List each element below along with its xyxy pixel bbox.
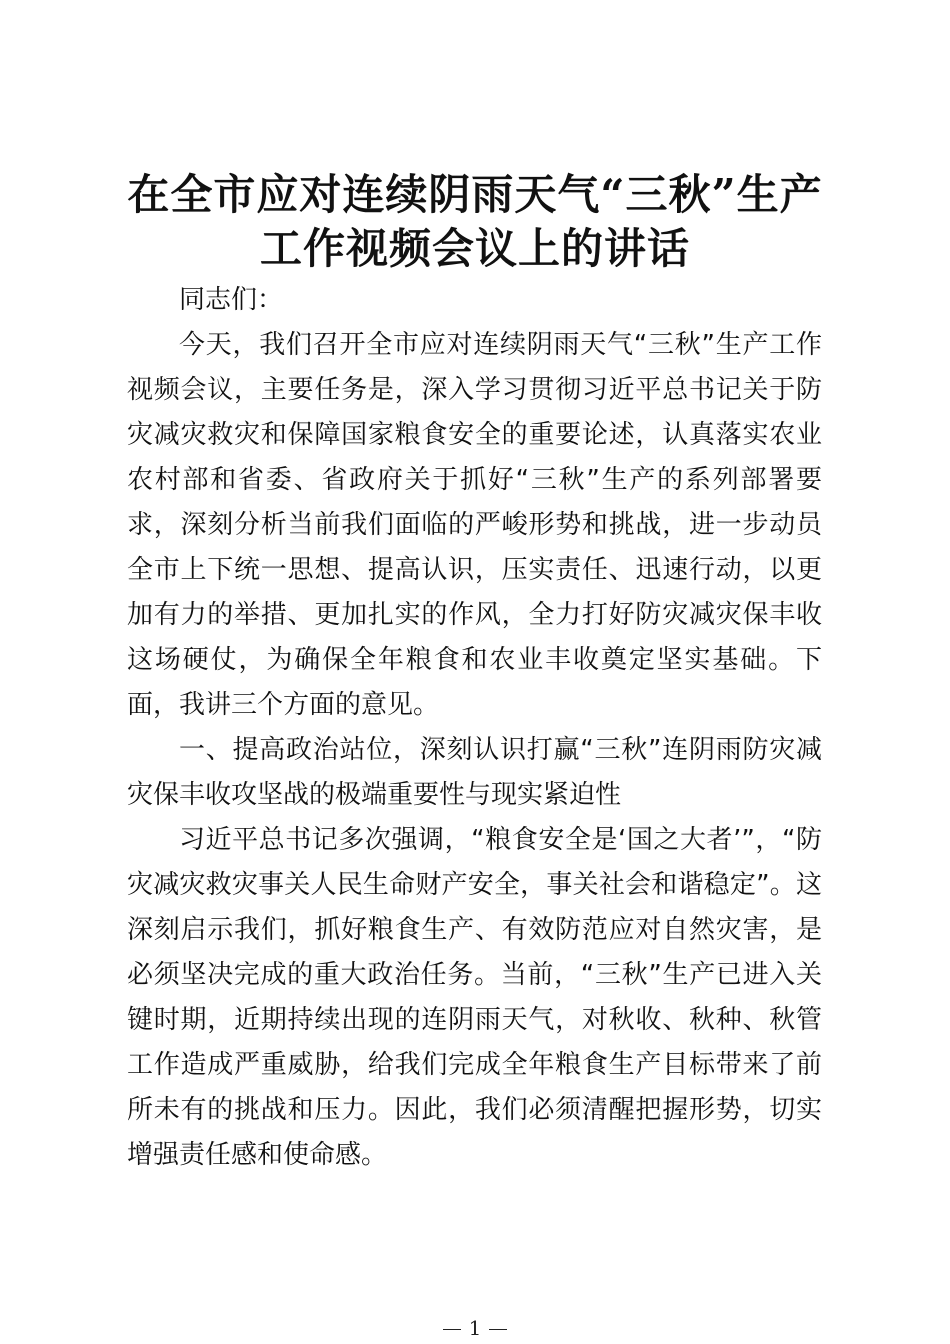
section-heading-1: 一、提高政治站位，深刻认识打赢“三秋”连阴雨防灾减灾保丰收攻坚战的极端重要性与现实紧迫性 <box>127 735 822 810</box>
page-footer <box>0 1316 950 1340</box>
page-number: 1 <box>468 1316 482 1340</box>
salutation: 同志们： <box>179 285 284 315</box>
document-title: 在全市应对连续阴雨天气“三秋”生产工作视频会议上的讲话 <box>127 170 823 273</box>
paragraph-intro: 今天，我们召开全市应对连续阴雨天气“三秋”生产工作视频会议，主要任务是，深入学习贯彻习近平总书记关于防灾减灾救灾和保障国家粮食安全的重要论述，认真落实农业农村部和省委、省政府关于抓好“三秋”生产的系列部署要求，深刻分析当前我们面临的严峻形势和挑战，进一步动员全市上下统一思想、提高认识，压实责任、迅速行动，以更加有力的举措、更加扎实的作风，全力打好防灾减灾保丰收这场硬仗，为确保全年粮食和农业丰收奠定坚实基础。下面，我讲三个方面的意见。 <box>127 330 822 720</box>
footer-dash-right <box>489 1329 507 1331</box>
footer-dash-left <box>443 1329 461 1331</box>
document-body <box>127 278 822 1178</box>
paragraph-section-1: 习近平总书记多次强调，“粮食安全是‘国之大者’”，“防灾减灾救灾事关人民生命财产安全，事关社会和谐稳定”。这深刻启示我们，抓好粮食生产、有效防范应对自然灾害，是必须坚决完成的重大政治任务。当前，“三秋”生产已进入关键时期，近期持续出现的连阴雨天气，对秋收、秋种、秋管工作造成严重威胁，给我们完成全年粮食生产目标带来了前所未有的挑战和压力。因此，我们必须清醒把握形势，切实增强责任感和使命感。 <box>127 825 822 1170</box>
